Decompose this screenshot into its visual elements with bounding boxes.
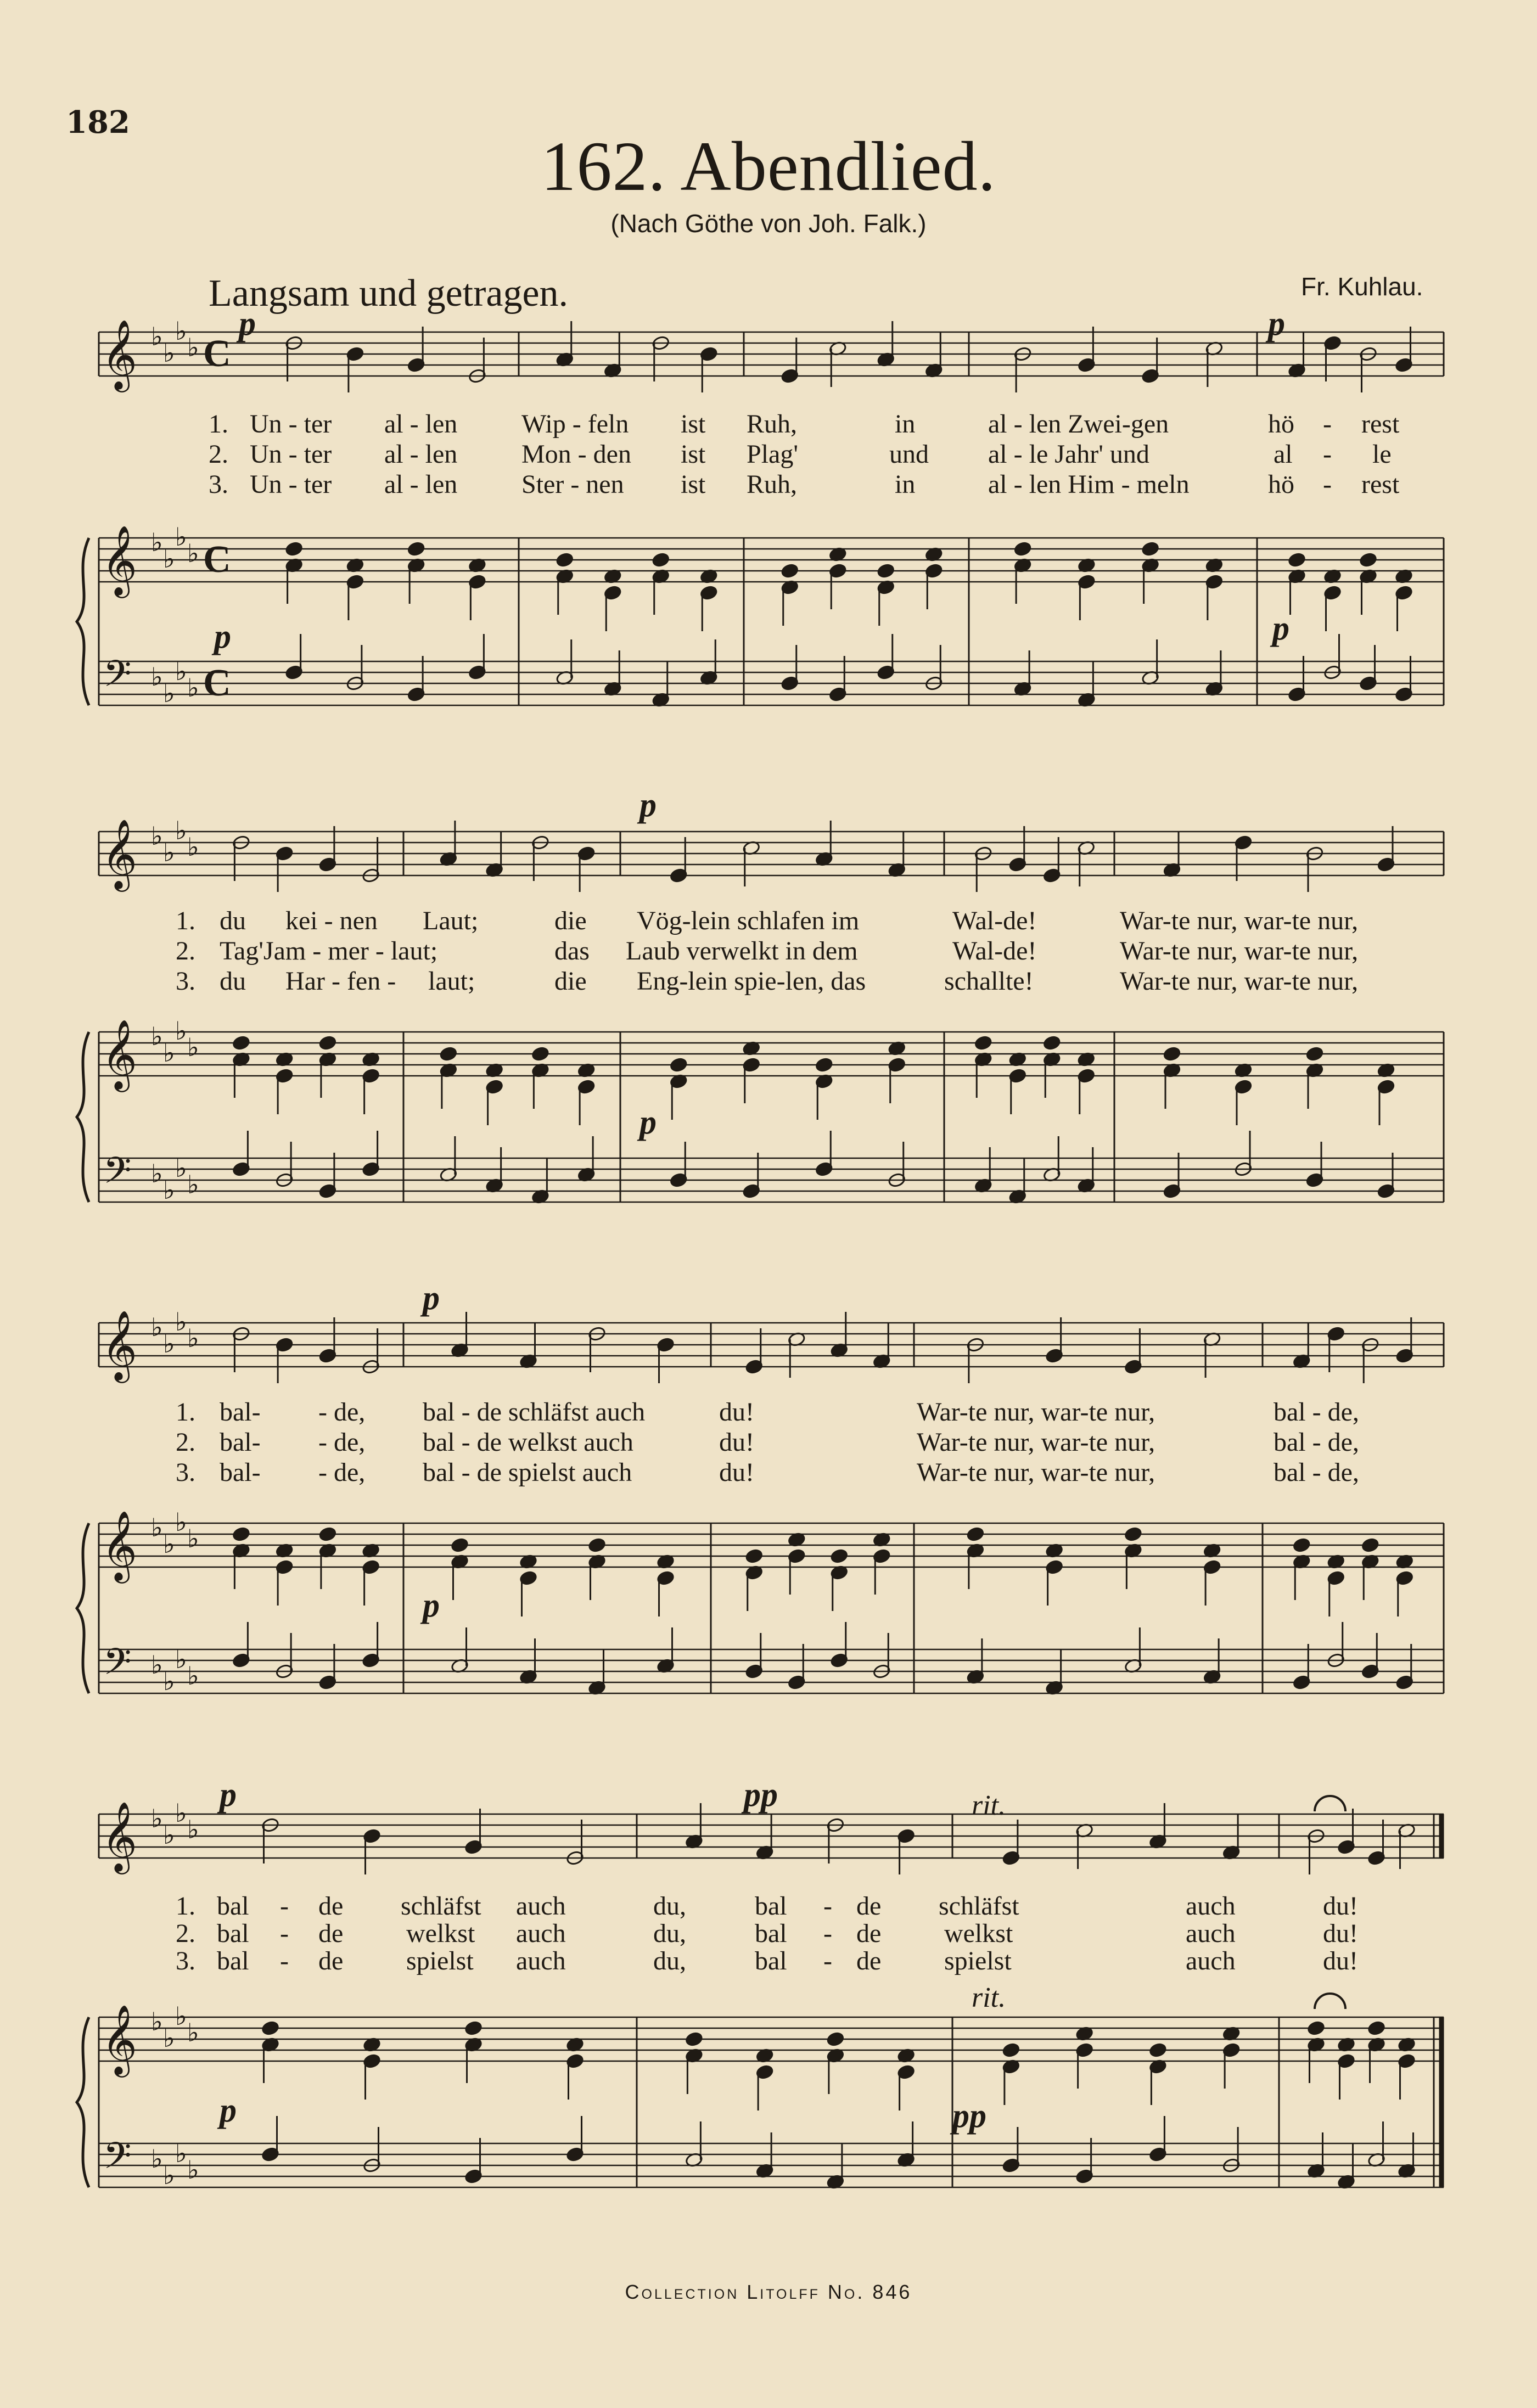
- lyric-word: welkst: [944, 1919, 1013, 1948]
- lyric-word: auch: [1186, 1919, 1236, 1948]
- notehead: [966, 1526, 984, 1542]
- lyric-word: de: [318, 1891, 344, 1921]
- lyric-word: du!: [719, 1397, 754, 1427]
- verse-number: 1.: [176, 1891, 195, 1921]
- flat-sign: ♭: [163, 544, 175, 574]
- lyric-word: -: [1323, 409, 1332, 439]
- flat-sign: ♭: [175, 1016, 187, 1046]
- dynamic-mark: p: [1268, 305, 1285, 343]
- lyric-word: bal - de,: [1274, 1428, 1359, 1457]
- bass-clef: 𝄢: [103, 2135, 132, 2186]
- lyric-word: bal - de,: [1274, 1458, 1359, 1487]
- lyric-word: und: [889, 440, 929, 469]
- lyric-word: rest: [1361, 409, 1400, 439]
- publisher-footer: Collection Litolff No. 846: [625, 2281, 912, 2303]
- dynamic-mark: p: [423, 1587, 440, 1624]
- fermata: [1315, 1994, 1345, 2009]
- notehead: [670, 1057, 688, 1073]
- flat-sign: ♭: [187, 832, 199, 862]
- lyric-word: bal-: [220, 1458, 261, 1487]
- lyric-word: al - len: [384, 440, 458, 469]
- verse-number: 1.: [176, 906, 195, 935]
- treble-clef: 𝄞: [102, 2004, 138, 2074]
- notehead: [815, 1057, 833, 1073]
- lyric-word: al - len Zwei-gen: [988, 409, 1169, 439]
- lyric-word: Ster - nen: [521, 470, 624, 499]
- flat-sign: ♭: [187, 1661, 199, 1691]
- lyric-word: -: [1323, 470, 1332, 499]
- lyric-word: War-te nur, war-te nur,: [917, 1458, 1155, 1487]
- notehead: [1124, 1526, 1142, 1542]
- treble-clef: 𝄞: [102, 525, 138, 595]
- lyric-word: ist: [681, 409, 706, 439]
- lyric-word: War-te nur, war-te nur,: [1120, 906, 1359, 935]
- lyric-word: War-te nur, war-te nur,: [917, 1428, 1155, 1457]
- composer: Fr. Kuhlau.: [1301, 272, 1423, 301]
- lyric-word: - de,: [318, 1397, 366, 1427]
- lyric-word: -: [823, 1919, 832, 1948]
- lyric-word: Wal-de!: [952, 906, 1037, 935]
- lyric-word: bal-: [220, 1397, 261, 1427]
- lyric-word: du!: [1323, 1919, 1358, 1948]
- notehead: [232, 1035, 250, 1051]
- lyric-word: du!: [719, 1458, 754, 1487]
- flat-sign: ♭: [175, 816, 187, 845]
- verse-number: 3.: [176, 1458, 195, 1487]
- treble-clef: 𝄞: [102, 818, 138, 889]
- flat-sign: ♭: [175, 1644, 187, 1674]
- notehead: [285, 541, 303, 557]
- flat-sign: ♭: [163, 338, 175, 368]
- verse-number: 2.: [176, 936, 195, 966]
- verse-number: 3.: [209, 470, 228, 499]
- time-signature: C: [203, 538, 231, 581]
- notehead: [464, 2020, 483, 2036]
- lyric-word: Tag'Jam - mer - laut;: [220, 936, 438, 966]
- notehead: [407, 541, 425, 557]
- lyric-word: das: [554, 936, 590, 966]
- piano-brace: [77, 1523, 89, 1693]
- lyric-word: du,: [653, 1946, 686, 1975]
- lyric-word: bal - de schläfst auch: [423, 1397, 646, 1427]
- flat-sign: ♭: [187, 1524, 199, 1553]
- flat-sign: ♭: [151, 2144, 163, 2174]
- lyric-word: - de,: [318, 1458, 366, 1487]
- tempo-marking: Langsam und getragen.: [209, 272, 569, 315]
- lyric-word: bal-: [220, 1428, 261, 1457]
- lyric-word: welkst: [406, 1919, 475, 1948]
- dynamic-mark: pp: [744, 1776, 778, 1814]
- flat-sign: ♭: [187, 673, 199, 703]
- lyric-word: ist: [681, 440, 706, 469]
- flat-sign: ♭: [175, 2001, 187, 2031]
- notehead: [232, 1526, 250, 1542]
- lyric-word: War-te nur, war-te nur,: [1120, 936, 1359, 966]
- flat-sign: ♭: [151, 1159, 163, 1188]
- lyric-word: du,: [653, 1919, 686, 1948]
- treble-clef: 𝄞: [102, 1310, 138, 1380]
- lyric-word: schläfst: [939, 1891, 1019, 1921]
- notehead: [318, 1035, 336, 1051]
- lyric-word: bal - de welkst auch: [423, 1428, 633, 1457]
- lyric-word: de: [856, 1891, 882, 1921]
- lyric-word: Eng-lein spie-len, das: [637, 967, 866, 996]
- dynamic-mark: p: [1272, 610, 1289, 647]
- lyric-word: de: [856, 1919, 882, 1948]
- notehead: [1288, 552, 1306, 568]
- lyric-word: rest: [1361, 470, 1400, 499]
- lyric-word: War-te nur, war-te nur,: [1120, 967, 1359, 996]
- flat-sign: ♭: [175, 2138, 187, 2168]
- lyric-word: Plag': [747, 440, 798, 469]
- lyric-word: du!: [1323, 1891, 1358, 1921]
- flat-sign: ♭: [175, 1507, 187, 1537]
- lyric-word: schallte!: [944, 967, 1034, 996]
- dynamic-mark: pp: [952, 2097, 986, 2135]
- flat-sign: ♭: [151, 527, 163, 557]
- notehead: [588, 1537, 606, 1553]
- lyric-word: die: [554, 967, 587, 996]
- flat-sign: ♭: [163, 1820, 175, 1850]
- notehead: [781, 563, 799, 579]
- flat-sign: ♭: [187, 1170, 199, 1199]
- notehead: [877, 563, 895, 579]
- notehead: [745, 1548, 763, 1564]
- lyric-word: -: [280, 1946, 289, 1975]
- piano-brace: [77, 1032, 89, 1202]
- lyric-word: du!: [1323, 1946, 1358, 1975]
- lyric-word: le: [1372, 440, 1392, 469]
- flat-sign: ♭: [151, 1650, 163, 1680]
- notehead: [1305, 1046, 1323, 1062]
- notehead: [1367, 2020, 1385, 2036]
- flat-sign: ♭: [163, 1529, 175, 1559]
- flat-sign: ♭: [151, 2007, 163, 2036]
- verse-number: 1.: [209, 409, 228, 439]
- lyric-word: bal: [217, 1891, 249, 1921]
- notehead: [826, 2031, 844, 2047]
- flat-sign: ♭: [187, 1032, 199, 1062]
- lyric-word: bal: [217, 1946, 249, 1975]
- dynamic-mark: p: [423, 1279, 440, 1317]
- lyric-word: in: [895, 470, 916, 499]
- lyric-word: ist: [681, 470, 706, 499]
- lyric-word: auch: [516, 1946, 566, 1975]
- flat-sign: ♭: [151, 1513, 163, 1542]
- notehead: [1307, 2020, 1325, 2036]
- lyric-word: al - le Jahr' und: [988, 440, 1149, 469]
- flat-sign: ♭: [163, 1329, 175, 1359]
- piano-brace: [77, 2017, 89, 2187]
- notehead: [1361, 1537, 1379, 1553]
- verse-number: 1.: [176, 1397, 195, 1427]
- lyric-word: Un - ter: [250, 409, 332, 439]
- lyric-word: auch: [1186, 1891, 1236, 1921]
- flat-sign: ♭: [187, 1815, 199, 1844]
- lyric-word: hö: [1268, 409, 1294, 439]
- lyric-word: Un - ter: [250, 470, 332, 499]
- flat-sign: ♭: [187, 333, 199, 362]
- notehead: [1163, 1046, 1181, 1062]
- lyric-word: auch: [516, 1919, 566, 1948]
- notehead: [1359, 552, 1377, 568]
- bass-clef: 𝄢: [103, 1149, 132, 1200]
- flat-sign: ♭: [187, 2155, 199, 2185]
- lyric-word: - de,: [318, 1428, 366, 1457]
- song-subtitle: (Nach Göthe von Joh. Falk.): [610, 209, 927, 238]
- lyric-word: Vög-lein schlafen im: [637, 906, 860, 935]
- notehead: [531, 1046, 549, 1062]
- lyric-word: Laub verwelkt in dem: [626, 936, 858, 966]
- flat-sign: ♭: [175, 656, 187, 686]
- flat-sign: ♭: [163, 838, 175, 867]
- flat-sign: ♭: [175, 1798, 187, 1828]
- lyric-word: Ruh,: [747, 470, 798, 499]
- notehead: [1002, 2042, 1020, 2058]
- ritardando-mark: rit.: [972, 1790, 1006, 1821]
- lyric-word: bal: [755, 1946, 787, 1975]
- lyric-word: Ruh,: [747, 409, 798, 439]
- lyric-word: in: [895, 409, 916, 439]
- lyric-word: bal: [755, 1919, 787, 1948]
- notehead: [685, 2031, 703, 2047]
- flat-sign: ♭: [187, 1323, 199, 1353]
- time-signature: C: [203, 662, 231, 704]
- lyric-word: Un - ter: [250, 440, 332, 469]
- flat-sign: ♭: [163, 678, 175, 708]
- verse-number: 2.: [176, 1919, 195, 1948]
- lyric-word: -: [280, 1891, 289, 1921]
- flat-sign: ♭: [163, 1666, 175, 1696]
- lyric-word: auch: [1186, 1946, 1236, 1975]
- dynamic-mark: p: [640, 1104, 657, 1141]
- treble-clef: 𝄞: [102, 1019, 138, 1089]
- verse-number: 2.: [209, 440, 228, 469]
- verse-number: 3.: [176, 967, 195, 996]
- lyric-word: bal: [755, 1891, 787, 1921]
- lyric-word: de: [856, 1946, 882, 1975]
- flat-sign: ♭: [187, 538, 199, 568]
- lyric-word: de: [318, 1946, 344, 1975]
- lyric-word: Mon - den: [521, 440, 631, 469]
- lyric-word: hö: [1268, 470, 1294, 499]
- lyric-word: War-te nur, war-te nur,: [917, 1397, 1155, 1427]
- flat-sign: ♭: [187, 2018, 199, 2047]
- lyric-word: al - len Him - meln: [988, 470, 1190, 499]
- dynamic-mark: p: [239, 305, 256, 343]
- song-title: 162. Abendlied.: [541, 127, 996, 205]
- lyric-word: -: [823, 1946, 832, 1975]
- verse-number: 3.: [176, 1946, 195, 1975]
- lyric-word: -: [280, 1919, 289, 1948]
- bass-clef: 𝄢: [103, 653, 132, 704]
- lyric-word: Laut;: [423, 906, 479, 935]
- lyric-word: Har - fen -: [285, 967, 396, 996]
- lyric-word: -: [1323, 440, 1332, 469]
- notehead: [830, 1548, 848, 1564]
- flat-sign: ♭: [151, 322, 163, 351]
- notehead: [652, 552, 670, 568]
- flat-sign: ♭: [163, 1038, 175, 1068]
- notehead: [1293, 1537, 1311, 1553]
- dynamic-mark: p: [640, 787, 657, 824]
- lyric-word: de: [318, 1919, 344, 1948]
- flat-sign: ♭: [163, 1175, 175, 1205]
- notehead: [1141, 541, 1159, 557]
- notehead: [451, 1537, 469, 1553]
- flat-sign: ♭: [151, 662, 163, 692]
- lyric-word: Wal-de!: [952, 936, 1037, 966]
- flat-sign: ♭: [175, 522, 187, 552]
- lyric-word: al - len: [384, 409, 458, 439]
- flat-sign: ♭: [163, 2023, 175, 2053]
- lyric-word: du: [220, 906, 246, 935]
- lyric-word: spielst: [944, 1946, 1012, 1975]
- verse-number: 2.: [176, 1428, 195, 1457]
- lyric-word: du!: [719, 1428, 754, 1457]
- lyric-word: du: [220, 967, 246, 996]
- notehead: [439, 1046, 457, 1062]
- piano-brace: [77, 538, 89, 705]
- time-signature: C: [203, 333, 231, 375]
- lyric-word: du,: [653, 1891, 686, 1921]
- notehead: [1149, 2042, 1167, 2058]
- flat-sign: ♭: [175, 1307, 187, 1337]
- flat-sign: ♭: [151, 1312, 163, 1342]
- flat-sign: ♭: [163, 2160, 175, 2190]
- flat-sign: ♭: [151, 1021, 163, 1051]
- lyric-word: kei - nen: [285, 906, 378, 935]
- lyric-word: laut;: [428, 967, 475, 996]
- notehead: [261, 2020, 279, 2036]
- lyric-word: -: [823, 1891, 832, 1921]
- lyric-word: spielst: [406, 1946, 474, 1975]
- dynamic-mark: p: [220, 2092, 237, 2129]
- treble-clef: 𝄞: [102, 319, 138, 389]
- notehead: [556, 552, 574, 568]
- bass-clef: 𝄢: [103, 1641, 132, 1692]
- notehead: [1014, 541, 1032, 557]
- notehead: [974, 1035, 992, 1051]
- dynamic-mark: p: [220, 1776, 237, 1814]
- lyric-word: al: [1274, 440, 1293, 469]
- flat-sign: ♭: [175, 316, 187, 346]
- lyric-word: al - len: [384, 470, 458, 499]
- lyric-word: schläfst: [401, 1891, 481, 1921]
- flat-sign: ♭: [151, 1804, 163, 1833]
- lyric-word: bal - de,: [1274, 1397, 1359, 1427]
- lyric-word: bal - de spielst auch: [423, 1458, 632, 1487]
- treble-clef: 𝄞: [102, 1510, 138, 1580]
- ritardando-mark: rit.: [972, 1982, 1006, 2013]
- lyric-word: die: [554, 906, 587, 935]
- dynamic-mark: p: [214, 618, 231, 655]
- flat-sign: ♭: [151, 821, 163, 851]
- flat-sign: ♭: [175, 1153, 187, 1183]
- notehead: [1043, 1035, 1061, 1051]
- fermata: [1315, 1796, 1345, 1811]
- lyric-word: Wip - feln: [521, 409, 629, 439]
- page-number: 182: [66, 104, 130, 141]
- notehead: [318, 1526, 336, 1542]
- treble-clef: 𝄞: [102, 1801, 138, 1871]
- lyric-word: bal: [217, 1919, 249, 1948]
- lyric-word: auch: [516, 1891, 566, 1921]
